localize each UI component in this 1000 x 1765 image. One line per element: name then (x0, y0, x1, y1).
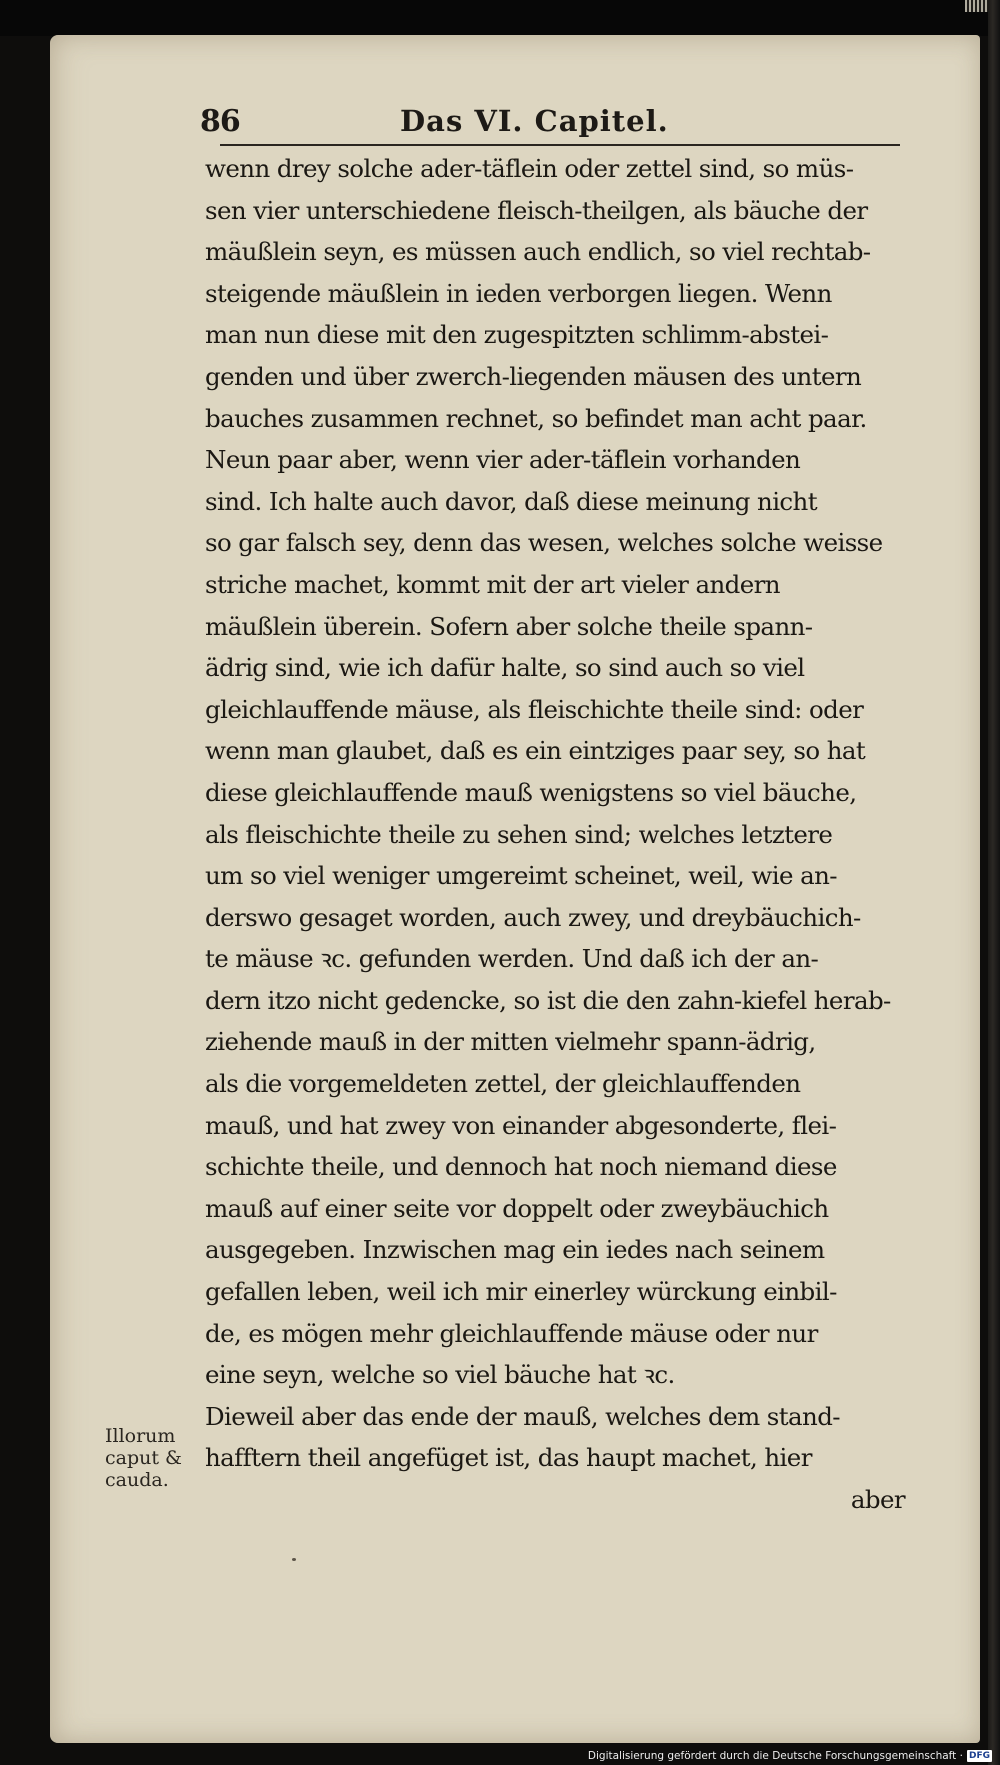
text-line: gleichlauffende mäuse, als fleischichte theile sind: oder (205, 694, 864, 724)
text-line: als fleischichte theile zu sehen sind; welches letztere (205, 819, 833, 849)
book-edge (988, 0, 1000, 1765)
text-line: steigende mäußlein in ieden verborgen liegen. Wenn (205, 278, 832, 308)
body-text (205, 148, 905, 1521)
text-line: um so viel weniger umgereimt scheinet, weil, wie an- (205, 861, 837, 891)
digitization-footer (588, 1748, 992, 1764)
catchword: aber (850, 1485, 905, 1514)
text-line: de, es mögen mehr gleichlauffende mäuse oder nur (205, 1318, 818, 1348)
chapter-title: Das VI. Capitel. (400, 104, 669, 138)
marginal-note-line: Illorum (105, 1425, 176, 1447)
text-line: eine seyn, welche so viel bäuche hat ꝛc. (205, 1360, 675, 1390)
text-line: so gar falsch sey, denn das wesen, welches solche weisse (205, 528, 883, 558)
scan-top-band (0, 0, 1000, 36)
scan-spine-strip (965, 0, 988, 12)
text-line: wenn drey solche ader-täflein oder zettel sind, so müs- (205, 154, 854, 183)
text-line: man nun diese mit den zugespitzten schlimm-abstei- (205, 320, 829, 350)
running-head (200, 104, 960, 146)
ink-speck (292, 1558, 296, 1561)
text-line: ziehende mauß in der mitten vielmehr spann-ädrig, (205, 1027, 816, 1057)
text-line: te mäuse ꝛc. gefunden werden. Und daß ich der an- (205, 944, 819, 974)
text-line: mauß auf einer seite vor doppelt oder zweybäuchich (205, 1193, 829, 1223)
text-line: ädrig sind, wie ich dafür halte, so sind auch so viel (205, 653, 805, 683)
page-number: 86 (200, 104, 240, 139)
text-line: striche machet, kommt mit der art vieler andern (205, 569, 780, 599)
marginal-note (105, 1425, 200, 1491)
text-line: schichte theile, und dennoch hat noch niemand diese (205, 1152, 837, 1182)
text-line: genden und über zwerch-liegenden mäusen des untern (205, 361, 862, 391)
text-line: mäußlein überein. Sofern aber solche theile spann- (205, 611, 813, 641)
text-line: wenn man glaubet, daß es ein eintziges paar sey, so hat (205, 736, 866, 766)
dfg-logo: DFG (968, 1751, 990, 1761)
text-line: gefallen leben, weil ich mir einerley würckung einbil- (205, 1277, 837, 1307)
text-line: mäußlein seyn, es müssen auch endlich, so viel rechtab- (205, 237, 871, 267)
text-line: Dieweil aber das ende der mauß, welches dem stand- (205, 1401, 840, 1431)
text-line: Neun paar aber, wenn vier ader-täflein vorhanden (205, 445, 801, 475)
text-line: bauches zusammen rechnet, so befindet man acht paar. (205, 403, 867, 433)
text-line: als die vorgemeldeten zettel, der gleichlauffenden (205, 1069, 801, 1099)
text-line: hafftern theil angefüget ist, das haupt machet, hier (205, 1443, 812, 1473)
text-line: mauß, und hat zwey von einander abgesonderte, flei- (205, 1110, 837, 1140)
header-rule (220, 144, 900, 146)
text-line: sind. Ich halte auch davor, daß diese meinung nicht (205, 486, 817, 516)
text-line: derswo gesaget worden, auch zwey, und dreybäuchich- (205, 902, 861, 932)
text-line: sen vier unterschiedene fleisch-theilgen, als bäuche der (205, 195, 868, 225)
text-line: ausgegeben. Inzwischen mag ein iedes nach seinem (205, 1235, 825, 1265)
text-line: dern itzo nicht gedencke, so ist die den zahn-kiefel herab- (205, 985, 891, 1015)
funding-credit: Digitalisierung gefördert durch die Deutsche Forschungsgemeinschaft · (587, 1750, 963, 1762)
marginal-note-line: caput & (105, 1447, 182, 1469)
text-line: diese gleichlauffende mauß wenigstens so viel bäuche, (205, 777, 857, 807)
marginal-note-line: cauda. (105, 1469, 169, 1491)
